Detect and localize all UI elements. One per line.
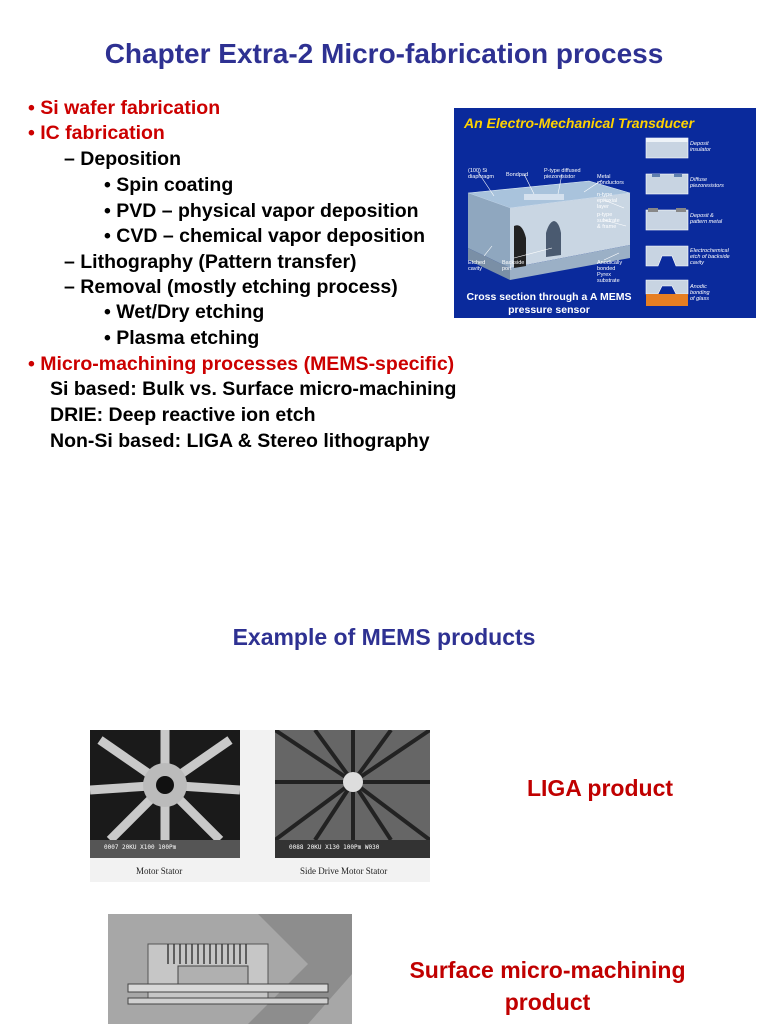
- step-4-label: Electrochemical etch of backside cavity: [690, 248, 730, 266]
- side-drive-motor-stator-photo: [275, 730, 430, 858]
- outline-item-wafer: • Si wafer fabrication: [28, 97, 221, 119]
- label-n-type-layer: n-type epitaxial layer: [597, 192, 618, 210]
- outline-item-spin: • Spin coating: [104, 174, 234, 196]
- label-pyrex-substrate: Anodically bonded Pyrex substrate: [597, 260, 623, 284]
- outline-item-wetdry: • Wet/Dry etching: [104, 301, 265, 323]
- comb-drive-image: [108, 914, 352, 1024]
- figure-caption-line1: Cross section through a A MEMS: [466, 291, 632, 303]
- outline-item-plasma: • Plasma etching: [104, 327, 260, 349]
- outline-item-deposition: – Deposition: [64, 148, 182, 170]
- label-si-diaphragm: (100) Si diaphragm: [468, 168, 494, 180]
- side-drive-photo-overlay: 0088 20KU X130 100Pm W030: [289, 844, 380, 851]
- figure-caption: [454, 291, 644, 317]
- products-subtitle: Example of MEMS products: [232, 624, 536, 650]
- page-title: Chapter Extra-2 Micro-fabrication process: [104, 38, 664, 69]
- label-p-type-substrate: p-type substrate & frame: [597, 212, 620, 230]
- outline-item-litho: – Lithography (Pattern transfer): [64, 251, 357, 273]
- surface-caption-line2: product: [504, 989, 591, 1015]
- outline-item-non-si: Non-Si based: LIGA & Stereo lithography: [50, 430, 430, 452]
- outline-item-drie: DRIE: Deep reactive ion etch: [50, 404, 316, 426]
- motor-stator-image: [90, 730, 240, 858]
- side-drive-motor-stator-label: Side Drive Motor Stator: [300, 866, 388, 876]
- motor-stator-label: Motor Stator: [136, 866, 183, 876]
- surface-micromachining-photo: [108, 914, 352, 1024]
- surface-caption: [380, 954, 715, 1018]
- outline-item-cvd: • CVD – chemical vapor deposition: [104, 225, 426, 247]
- label-metal-conductors: Metal conductors: [597, 174, 624, 186]
- outline-item-si-based: Si based: Bulk vs. Surface micro-machining: [50, 378, 457, 400]
- liga-photos: [90, 730, 430, 882]
- outline-item-pvd: • PVD – physical vapor deposition: [104, 200, 419, 222]
- liga-caption: LIGA product: [526, 775, 674, 801]
- figure-caption-line2: pressure sensor: [508, 304, 590, 316]
- label-etched-cavity: Etched cavity: [468, 260, 486, 272]
- step-1-label: Deposit insulator: [690, 141, 711, 153]
- step-3-label: Deposit & pattern metal: [690, 213, 723, 225]
- label-piezoresistor: P-type diffused piezoresistor: [544, 168, 581, 180]
- figure-title: An Electro-Mechanical Transducer: [464, 115, 695, 131]
- outline-item-micromachining: • Micro-machining processes (MEMS-specific): [28, 353, 455, 375]
- mems-transducer-figure: [454, 108, 756, 318]
- motor-stator-photo: [90, 730, 240, 858]
- outline-item-ic: • IC fabrication: [28, 122, 165, 144]
- step-5-label: Anodic bonding of glass: [690, 284, 710, 302]
- label-backside-port: Backside port: [502, 260, 525, 272]
- step-2-label: Diffuse piezoresistors: [690, 177, 724, 189]
- side-drive-motor-stator-image: [275, 730, 430, 858]
- outline-item-removal: – Removal (mostly etching process): [64, 276, 398, 298]
- label-bondpad: Bondpad: [506, 172, 529, 178]
- surface-caption-line1: Surface micro-machining: [409, 957, 686, 983]
- motor-stator-photo-overlay: 0007 20KU X100 100Pm: [104, 844, 177, 851]
